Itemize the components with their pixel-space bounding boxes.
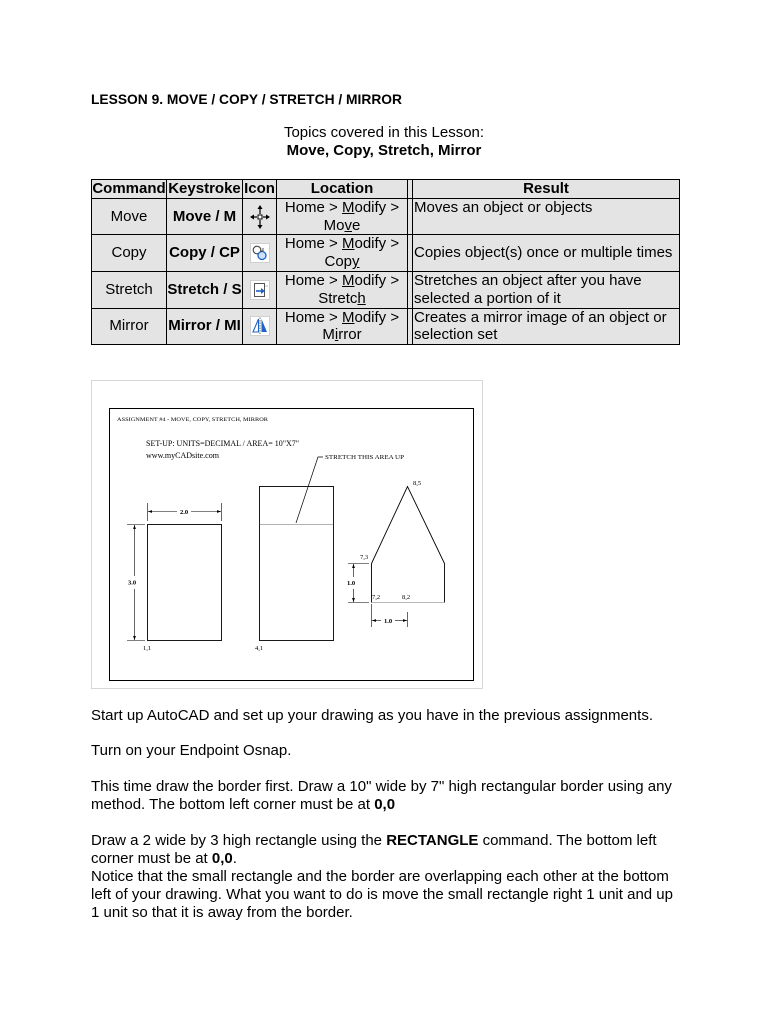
access-key: M [341,198,355,216]
copy-icon [250,243,270,263]
website-note: www.myCADsite.com [146,451,220,460]
point-label: 7,2 [372,594,381,601]
header-keystroke: Keystroke [168,180,241,197]
location-text: Home > [284,308,342,326]
location-text: odify > [354,198,400,216]
stretch-icon [250,280,270,300]
point-label: 8,2 [402,594,411,601]
access-key: y [352,253,360,271]
instruction-paragraph [91,778,683,814]
instruction-paragraph: Start up AutoCAD and set up your drawing as you have in the previous assignments. [91,707,653,724]
figure-frame [92,381,483,689]
location-text: odify > [354,308,400,326]
result-cell: Copies object(s) once or multiple times [413,235,680,272]
access-key: i [334,326,339,344]
command-emphasis: RECTANGLE [386,832,479,849]
command-cell: Stretch [92,271,167,308]
paragraph-text: This time draw the border first. Draw a 10" wide by 7" high rectangular border using any method. The bottom left corner must be at [91,778,672,813]
keystroke-cell: Stretch / S [167,271,243,308]
instruction-paragraph: Notice that the small rectangle and the border are overlapping each other at the bottom left of your drawing. What you want to do is move the small rectangle right 1 unit and up 1 unit so that it is away from the border. [91,868,673,921]
drawing-header: ASSIGNMENT #4 - MOVE, COPY, STRETCH, MIRROR [117,417,269,423]
icon-cell [243,235,277,272]
table-row [92,271,680,308]
point-label: 1,1 [143,645,152,652]
topics-block [0,124,768,160]
location-text: Mo [323,216,345,234]
topics-intro: Topics covered in this Lesson: [283,124,485,141]
callout-text: STRETCH THIS AREA UP [325,455,404,461]
coordinate-emphasis: 0,0 [374,796,396,813]
keystroke-cell: Mirror / MI [167,308,243,345]
keystroke-cell: Copy / CP [167,235,243,272]
mirror-icon [250,316,270,336]
dim-label-house-width: 1.0 [383,618,393,625]
access-key: h [357,289,366,307]
header-command: Command [92,180,166,197]
header-icon: Icon [244,180,275,197]
setup-note: SET-UP: UNITS=DECIMAL / AREA= 10"X7" [146,439,299,448]
dim-label-width: 2.0 [179,509,189,516]
dim-label-height: 3.0 [127,579,137,587]
point-label: 8,5 [413,480,422,487]
point-label: 4,1 [255,645,264,652]
access-key: M [341,235,355,253]
result-cell: Creates a mirror image of an object or selection set [413,308,680,345]
paragraph-text: . [232,850,237,867]
icon-cell [243,271,277,308]
table-header-row [92,180,680,199]
location-cell [277,271,408,308]
access-key: M [341,308,355,326]
dim-label-house-height: 1.0 [346,580,356,587]
command-cell: Mirror [92,308,167,345]
paragraph-text: command. The bottom left corner must be at [91,832,657,867]
header-result: Result [413,180,680,199]
lesson-title: LESSON 9. MOVE / COPY / STRETCH / MIRROR [91,92,402,107]
location-text: rror [338,326,362,344]
access-key: v [344,216,352,234]
header-location: Location [277,180,408,199]
icon-cell [243,308,277,345]
coordinate-emphasis: 0,0 [211,850,233,867]
command-table [91,179,680,345]
topics-list: Move, Copy, Stretch, Mirror [286,142,482,159]
location-text: Stretc [318,289,358,307]
location-text: odify > [354,271,400,289]
location-cell [277,235,408,272]
location-text: e [352,216,361,234]
instruction-paragraph [91,832,683,868]
icon-cell [243,198,277,235]
location-text: Home > [284,198,342,216]
keystroke-cell: Move / M [167,198,243,235]
access-key: M [341,271,355,289]
instruction-paragraph: Turn on your Endpoint Osnap. [91,742,292,759]
location-cell [277,198,408,235]
location-cell [277,308,408,345]
paragraph-text: Draw a 2 wide by 3 high rectangle using the [91,832,387,849]
table-row [92,198,680,235]
assignment-drawing [91,380,483,689]
location-text: odify > [354,235,400,253]
point-label: 7,3 [360,554,369,561]
result-cell: Moves an object or objects [413,198,680,235]
result-cell: Stretches an object after you have selected a portion of it [413,271,680,308]
location-text: Cop [324,253,353,271]
location-text: M [322,326,335,344]
table-row [92,235,680,272]
location-text: Home > [284,235,342,253]
location-text: Home > [284,271,342,289]
table-row [92,308,680,345]
move-icon [250,204,270,230]
command-cell: Move [92,198,167,235]
command-cell: Copy [92,235,167,272]
